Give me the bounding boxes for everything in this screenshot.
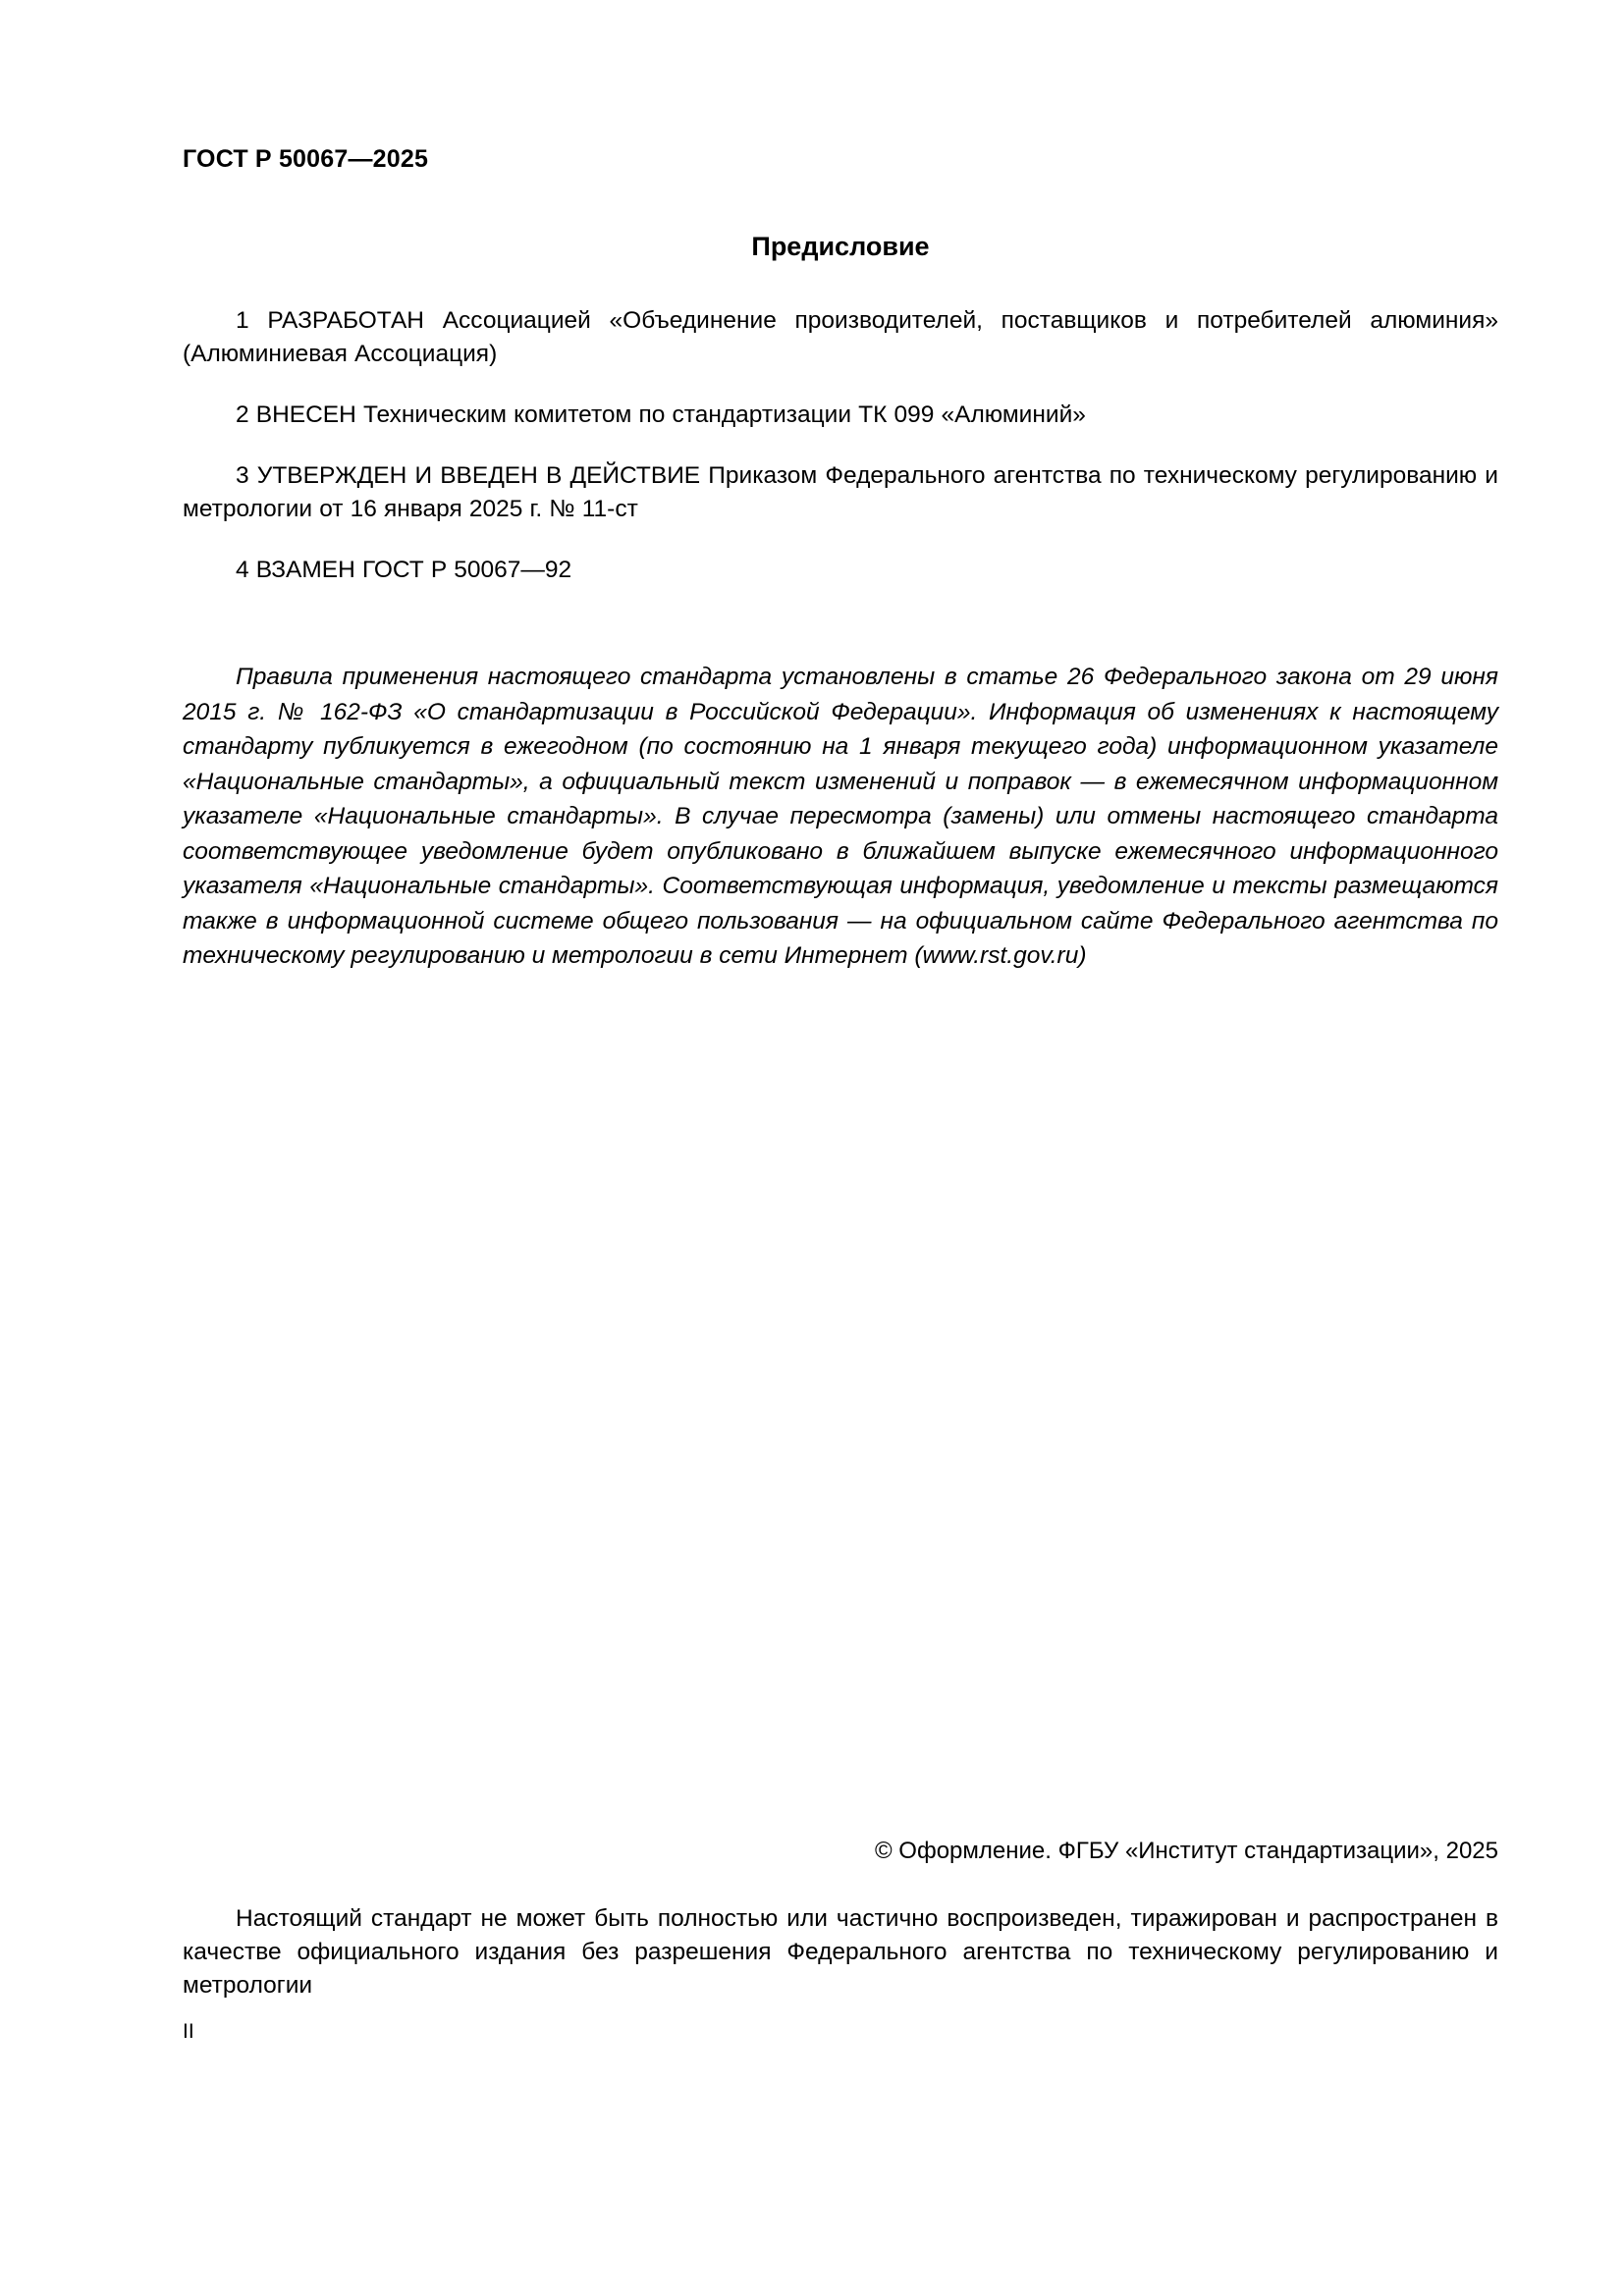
- page-number: II: [183, 2020, 194, 2043]
- foreword-clause: 3 УТВЕРЖДЕН И ВВЕДЕН В ДЕЙСТВИЕ Приказом Федерального агентства по техническому регулированию и метрологии от 16 января 2025 г. № 11-ст: [183, 461, 1498, 522]
- page-content: [183, 0, 1498, 2296]
- page-title: Предисловие: [751, 232, 930, 262]
- foreword-clause: 4 ВЗАМЕН ГОСТ Р 50067—92: [236, 556, 572, 583]
- foreword-clause-list: [183, 280, 1498, 587]
- foreword-clause: 2 ВНЕСЕН Техническим комитетом по стандартизации ТК 099 «Алюминий»: [236, 400, 1086, 428]
- standard-designation: ГОСТ Р 50067—2025: [183, 145, 429, 173]
- application-rules-note: Правила применения настоящего стандарта установлены в статье 26 Федерального закона от 29 июня 2015 г. № 162-ФЗ «О стандартизации в Российской Федерации». Информация об изменениях к настоящему стандарту публикуется в ежегодном (по состоянию на 1 января текущего года) информационном указателе «Национальные стандарты», а официальный текст изменений и поправок — в ежемесячном информационном указателе «Национальные стандарты». В случае пересмотра (замены) или отмены настоящего стандарта соответствующее уведомление будет опубликовано в ближайшем выпуске ежемесячного информационного указателя «Национальные стандарты». Соответствующая информация, уведомление и тексты размещаются также в информационной системе общего пользования — на официальном сайте Федерального агентства по техническому регулированию и метрологии в сети Интернет (www.rst.gov.ru): [183, 664, 1498, 969]
- foreword-clause: 1 РАЗРАБОТАН Ассоциацией «Объединение производителей, поставщиков и потребителей алюминия» (Алюминиевая Ассоциация): [183, 306, 1498, 367]
- copyright-line: © Оформление. ФГБУ «Институт стандартизации», 2025: [874, 1838, 1498, 1864]
- reproduction-notice: Настоящий стандарт не может быть полностью или частично воспроизведен, тиражирован и распространен в качестве официального издания без разрешения Федерального агентства по техническому регулированию и метрологии: [183, 1905, 1498, 1999]
